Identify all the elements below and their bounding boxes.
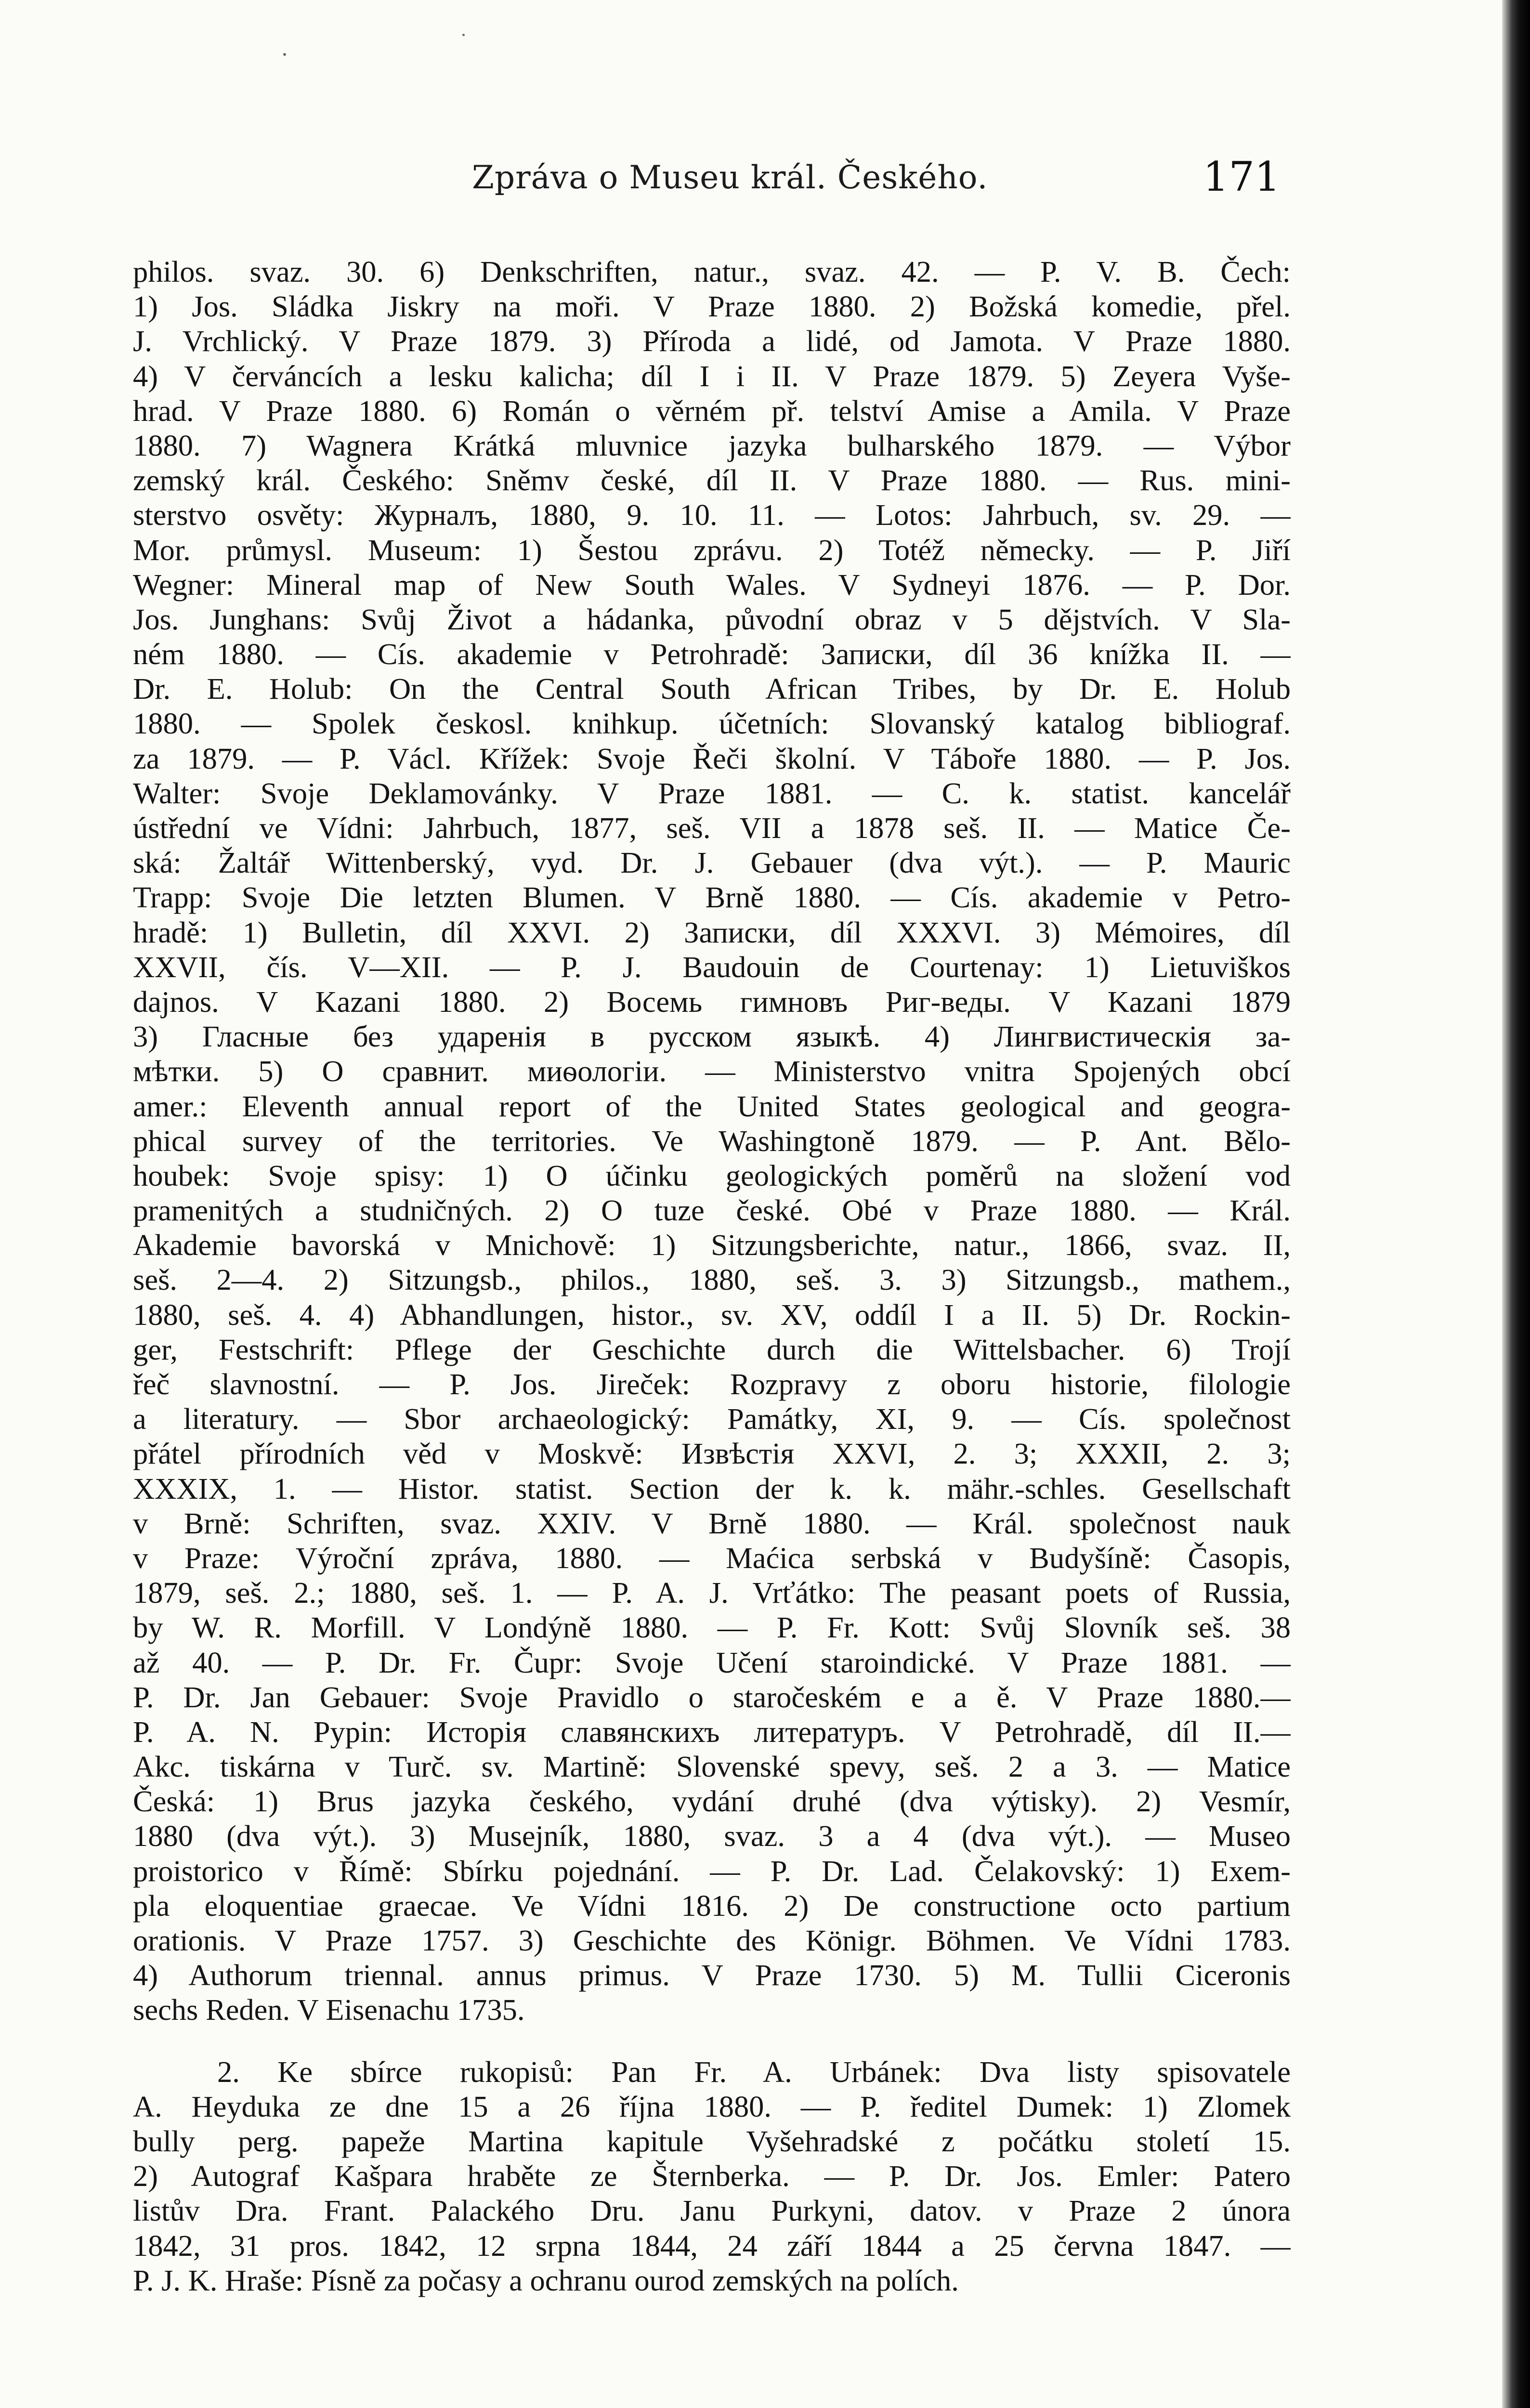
text-line: ústřední ve Vídni: Jahrbuch, 1877, seš. VII a 1878 seš. II. — Matice Če- (133, 811, 1291, 845)
text-line: by W. R. Morfill. V Londýně 1880. — P. Fr. Kott: Svůj Slovník seš. 38 (133, 1610, 1291, 1645)
text-line: 4) V červáncích a lesku kalicha; díl I i II. V Praze 1879. 5) Zeyera Vyše- (133, 359, 1291, 393)
text-line: J. Vrchlický. V Praze 1879. 3) Příroda a lidé, od Jamota. V Praze 1880. (133, 324, 1291, 358)
text-line: Walter: Svoje Deklamovánky. V Praze 1881. — C. k. statist. kancelář (133, 776, 1291, 810)
text-line: dajnos. V Kazani 1880. 2) Восемь гимновъ Риг-веды. V Kazani 1879 (133, 984, 1291, 1019)
text-line: 1879, seš. 2.; 1880, seš. 1. — P. A. J. Vrťátko: The peasant poets of Russia, (133, 1576, 1291, 1610)
text-line: hradě: 1) Bulletin, díl XXVI. 2) Записки, díl XXXVI. 3) Mémoires, díl (133, 915, 1291, 949)
text-line: 1880. — Spolek českosl. knihkup. účetních: Slovanský katalog bibliograf. (133, 707, 1291, 741)
text-line: 2) Autograf Kašpara hraběte ze Šternberka. — P. Dr. Jos. Emler: Patero (133, 2159, 1291, 2193)
text-line: sterstvo osvěty: Журналъ, 1880, 9. 10. 11. — Lotos: Jahrbuch, sv. 29. — (133, 498, 1291, 532)
text-line: ská: Žaltář Wittenberský, vyd. Dr. J. Gebauer (dva výt.). — P. Mauric (133, 846, 1291, 880)
text-line: 4) Authorum triennal. annus primus. V Praze 1730. 5) M. Tullii Ciceronis (133, 1958, 1291, 1992)
scan-speck (283, 53, 286, 56)
text-line: мѣтки. 5) О сравнит. миѳологіи. — Ministerstvo vnitra Spojených obcí (133, 1054, 1291, 1088)
text-line: pramenitých a studničných. 2) O tuze české. Obé v Praze 1880. — Král. (133, 1193, 1291, 1228)
text-line: phical survey of the territories. Ve Washingtoně 1879. — P. Ant. Bělo- (133, 1124, 1291, 1158)
scan-speck (462, 34, 465, 36)
text-line: seš. 2—4. 2) Sitzungsb., philos., 1880, seš. 3. 3) Sitzungsb., mathem., (133, 1263, 1291, 1297)
text-line: 3) Гласные без ударенія в русском языкѣ. 4) Лингвистическія за- (133, 1020, 1291, 1054)
page-edge-shadow (1502, 0, 1530, 2408)
acquisitions-list (133, 254, 1291, 2028)
text-line: Wegner: Mineral map of New South Wales. V Sydneyi 1876. — P. Dor. (133, 567, 1291, 602)
page-number: 171 (1203, 153, 1281, 200)
text-line: ném 1880. — Cís. akademie v Petrohradě: Записки, díl 36 knížka II. — (133, 637, 1291, 671)
text-line: P. J. K. Hraše: Písně za počasy a ochranu ourod zemských na polích. (133, 2263, 959, 2297)
text-line: Trapp: Svoje Die letzten Blumen. V Brně 1880. — Cís. akademie v Petro- (133, 880, 1291, 915)
manuscripts-section (133, 2055, 1291, 2298)
text-line: 1) Jos. Sládka Jiskry na moři. V Praze 1880. 2) Božská komedie, přel. (133, 289, 1291, 324)
text-line: Česká: 1) Brus jazyka českého, vydání druhé (dva výtisky). 2) Vesmír, (133, 1784, 1291, 1819)
body-text (133, 254, 1291, 2298)
text-line: hrad. V Praze 1880. 6) Román o věrném př. telství Amise a Amila. V Praze (133, 393, 1291, 428)
text-line: řeč slavnostní. — P. Jos. Jireček: Rozpravy z oboru historie, filologie (133, 1367, 1291, 1401)
text-line: P. A. N. Pypin: Исторія славянскихъ литературъ. V Petrohradě, díl II.— (133, 1714, 1291, 1749)
text-line: XXXIX, 1. — Histor. statist. Section der k. k. mähr.-schles. Gesellschaft (133, 1471, 1291, 1505)
text-line: až 40. — P. Dr. Fr. Čupr: Svoje Učení staroindické. V Praze 1881. — (133, 1645, 1291, 1679)
text-line: v Praze: Výroční zpráva, 1880. — Maćica serbská v Budyšíně: Časopis, (133, 1541, 1291, 1575)
text-line: Dr. E. Holub: On the Central South African Tribes, by Dr. E. Holub (133, 672, 1291, 706)
text-line: philos. svaz. 30. 6) Denkschriften, natur., svaz. 42. — P. V. B. Čech: (133, 255, 1291, 288)
text-line: 1842, 31 pros. 1842, 12 srpna 1844, 24 září 1844 a 25 června 1847. — (133, 2228, 1291, 2263)
text-line: 1880, seš. 4. 4) Abhandlungen, histor., sv. XV, oddíl I a II. 5) Dr. Rockin- (133, 1297, 1291, 1332)
text-line: listův Dra. Frant. Palackého Dru. Janu Purkyni, datov. v Praze 2 února (133, 2194, 1291, 2228)
text-line: ger, Festschrift: Pflege der Geschichte durch die Wittelsbacher. 6) Trojí (133, 1332, 1291, 1366)
running-head-title: Zpráva o Museu král. Českého. (472, 159, 988, 196)
text-line: přátel přírodních věd v Moskvě: Извѣстія XXVI, 2. 3; XXXII, 2. 3; (133, 1437, 1291, 1471)
text-line: Akc. tiskárna v Turč. sv. Martině: Slovenské spevy, seš. 2 a 3. — Matice (133, 1750, 1291, 1784)
text-line: Akademie bavorská v Mnichově: 1) Sitzungsberichte, natur., 1866, svaz. II, (133, 1228, 1291, 1262)
text-line: Mor. průmysl. Museum: 1) Šestou zprávu. 2) Totéž německy. — P. Jiří (133, 533, 1291, 567)
text-line: A. Heyduka ze dne 15 a 26 října 1880. — P. ředitel Dumek: 1) Zlomek (133, 2089, 1291, 2123)
running-head (0, 153, 1530, 212)
text-line: 2. Ke sbírce rukopisů: Pan Fr. A. Urbánek: Dva listy spisovatele (217, 2055, 1291, 2089)
text-line: XXVII, čís. V—XII. — P. J. Baudouin de Courtenay: 1) Lietuviškos (133, 950, 1291, 984)
text-line: amer.: Eleventh annual report of the United States geological and geogra- (133, 1089, 1291, 1123)
text-line: sechs Reden. V Eisenachu 1735. (133, 1993, 525, 2027)
text-line: proistorico v Římě: Sbírku pojednání. — P. Dr. Lad. Čelakovský: 1) Exem- (133, 1854, 1291, 1888)
text-line: v Brně: Schriften, svaz. XXIV. V Brně 1880. — Král. společnost nauk (133, 1506, 1291, 1540)
text-line: P. Dr. Jan Gebauer: Svoje Pravidlo o staročeském e a ě. V Praze 1880.— (133, 1680, 1291, 1714)
section-gap (133, 2028, 1291, 2055)
text-line: 1880. 7) Wagnera Krátká mluvnice jazyka bulharského 1879. — Výbor (133, 428, 1291, 462)
text-line: 1880 (dva výt.). 3) Musejník, 1880, svaz. 3 a 4 (dva výt.). — Museo (133, 1819, 1291, 1853)
text-line: Jos. Junghans: Svůj Život a hádanka, původní obraz v 5 dějstvích. V Sla- (133, 602, 1291, 636)
text-line: a literatury. — Sbor archaeologický: Památky, XI, 9. — Cís. společnost (133, 1402, 1291, 1436)
text-line: bully perg. papeže Martina kapitule Vyšehradské z počátku století 15. (133, 2124, 1291, 2158)
text-line: zemský král. Českého: Sněmv české, díl II. V Praze 1880. — Rus. mini- (133, 463, 1291, 497)
text-line: pla eloquentiae graecae. Ve Vídni 1816. 2) De constructione octo partium (133, 1888, 1291, 1923)
text-line: orationis. V Praze 1757. 3) Geschichte des Königr. Böhmen. Ve Vídni 1783. (133, 1924, 1291, 1957)
text-line: houbek: Svoje spisy: 1) O účinku geologických poměrů na složení vod (133, 1158, 1291, 1192)
text-line: za 1879. — P. Václ. Křížek: Svoje Řeči školní. V Táboře 1880. — P. Jos. (133, 741, 1291, 775)
